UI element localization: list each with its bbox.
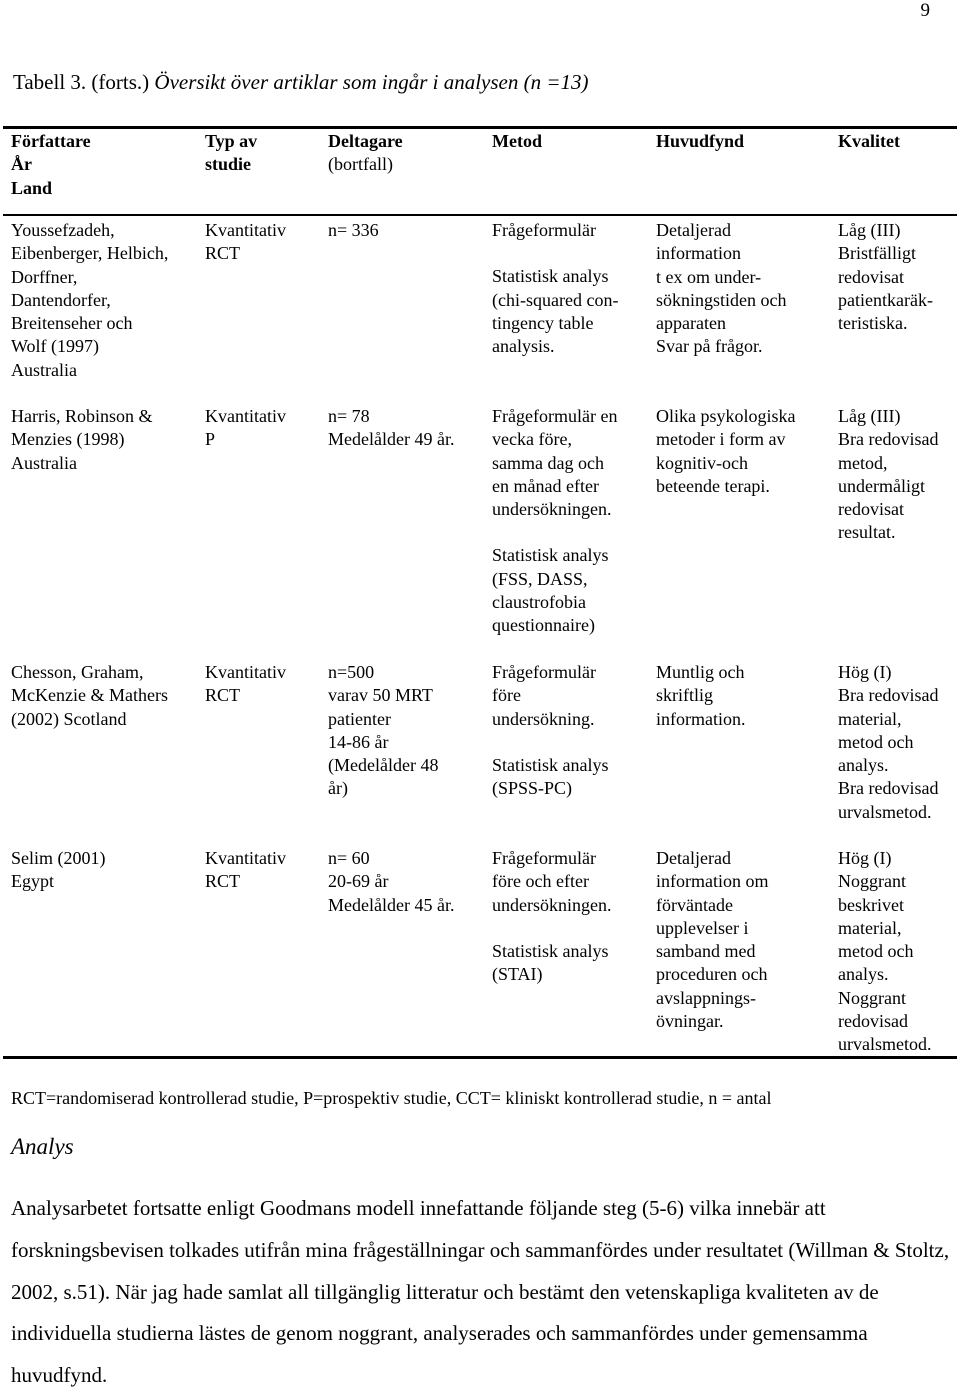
row1-participants: n= 336	[328, 220, 379, 240]
row3-method-questionnaire: Frågeformulär före undersökning.	[492, 662, 596, 729]
row1-method-questionnaire: Frågeformulär	[492, 220, 596, 240]
table-caption	[13, 70, 589, 95]
row1-method-analysis: Statistisk analys (chi-squared con- tingency table analysis.	[492, 266, 619, 357]
header-participants	[328, 130, 488, 177]
row3-findings: Muntlig och skriftlig information.	[656, 662, 746, 729]
header-participants-sub: (bortfall)	[328, 154, 393, 175]
header-author: Författare År Land	[11, 131, 91, 198]
row4-findings: Detaljerad information om förväntade upplevelser i samband med proceduren och avslappnings- övningar.	[656, 848, 769, 1032]
header-type: Typ av studie	[205, 131, 258, 175]
row2-participants: n= 78 Medelålder 49 år.	[328, 406, 455, 450]
row3-participants: n=500 varav 50 MRT patienter 14-86 år (Medelålder 48 år)	[328, 662, 439, 799]
row2-findings: Olika psykologiska metoder i form av kognitiv-och beteende terapi.	[656, 406, 796, 496]
table-header-rule	[3, 214, 957, 216]
row4-author: Selim (2001) Egypt	[11, 848, 106, 892]
row3-quality: Hög (I) Bra redovisad material, metod och analys. Bra redovisad urvalsmetod.	[838, 662, 939, 822]
row2-method-analysis: Statistisk analys (FSS, DASS, claustrofobia questionnaire)	[492, 545, 609, 636]
caption-title: Översikt över artiklar som ingår i analysen (n =13)	[154, 70, 589, 94]
row4-method	[492, 847, 652, 986]
row1-quality: Låg (III) Bristfälligt redovisat patientkaräk- teristiska.	[838, 220, 933, 334]
row1-method	[492, 219, 652, 358]
row3-method	[492, 661, 652, 800]
section-heading: Analys	[11, 1134, 74, 1159]
row4-participants: n= 60 20-69 år Medelålder 45 år.	[328, 848, 455, 915]
row3-method-analysis: Statistisk analys (SPSS-PC)	[492, 754, 609, 799]
header-quality: Kvalitet	[838, 131, 900, 151]
table-footnote: RCT=randomiserad kontrollerad studie, P=prospektiv studie, CCT= kliniskt kontrollerad studie, n = antal	[11, 1088, 772, 1108]
row3-author: Chesson, Graham, McKenzie & Mathers (2002) Scotland	[11, 662, 168, 729]
row2-author: Harris, Robinson & Menzies (1998) Australia	[11, 406, 153, 473]
row2-method-questionnaire: Frågeformulär en vecka före, samma dag och en månad efter undersökningen.	[492, 406, 618, 520]
body-paragraph: Analysarbetet fortsatte enligt Goodmans modell innefattande följande steg (5-6) vilka innebär att forskningsbevisen tolkades utifrån mina frågeställningar och sammanfördes under resultatet (Willman & Stoltz, 2002, s.51). När jag hade samlat all tillgänglig litteratur och bestämt den vetenskapliga kvaliteten av de individuella studierna lästes de genom noggrant, analyserades och sammanfördes under gemensamma huvudfynd.	[11, 1196, 950, 1388]
row4-type: Kvantitativ RCT	[205, 848, 286, 892]
row2-type: Kvantitativ P	[205, 406, 286, 450]
header-method: Metod	[492, 131, 542, 151]
row3-type: Kvantitativ RCT	[205, 662, 286, 706]
row1-author: Youssefzadeh, Eibenberger, Helbich, Dorffner, Dantendorfer, Breitenseher och Wolf (1997) Australia	[11, 220, 169, 380]
row4-quality: Hög (I) Noggrant beskrivet material, metod och analys. Noggrant redovisad urvalsmetod.	[838, 848, 932, 1055]
row2-quality: Låg (III) Bra redovisad metod, undermåligt redovisat resultat.	[838, 406, 939, 543]
header-participants-label: Deltagare	[328, 131, 403, 151]
row4-method-analysis: Statistisk analys (STAI)	[492, 940, 609, 985]
row2-method	[492, 405, 652, 638]
caption-prefix: Tabell 3. (forts.)	[13, 70, 155, 94]
row4-method-questionnaire: Frågeformulär före och efter undersökningen.	[492, 848, 612, 915]
table-bottom-rule	[3, 1056, 957, 1059]
row1-type: Kvantitativ RCT	[205, 220, 286, 264]
page-number: 9	[920, 0, 930, 21]
table-top-rule	[3, 126, 957, 129]
row1-findings: Detaljerad information t ex om under- sökningstiden och apparaten Svar på frågor.	[656, 220, 787, 357]
header-findings: Huvudfynd	[656, 131, 745, 151]
